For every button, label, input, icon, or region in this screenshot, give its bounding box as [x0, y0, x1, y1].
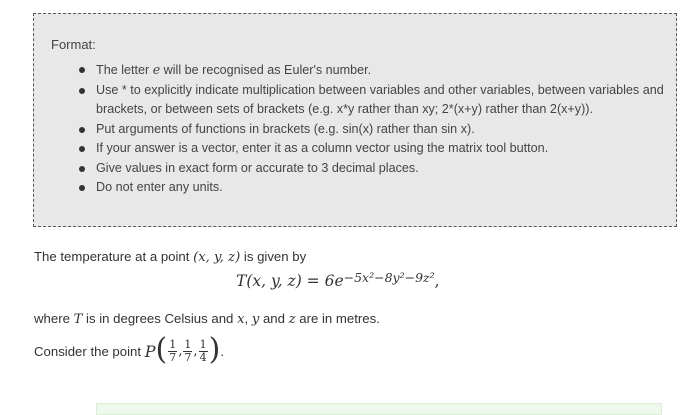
- comma: ,: [193, 344, 198, 359]
- var-T: T: [73, 312, 83, 327]
- format-item-text: The letter: [96, 63, 153, 77]
- equation-comma: ,: [434, 272, 440, 290]
- format-item-text: will be recognised as Euler's number.: [160, 63, 372, 77]
- frac-num: 1: [199, 338, 207, 351]
- consider-text: Consider the point: [34, 344, 145, 359]
- var-y: y: [251, 312, 260, 327]
- where-text: is in degrees Celsius and: [82, 311, 238, 326]
- format-title: Format:: [51, 37, 96, 52]
- coord-x-fraction: [168, 339, 177, 364]
- consider-period: .: [220, 344, 224, 359]
- temperature-equation: [236, 272, 440, 290]
- equation-exponent: −5x²−8y²−9z²: [343, 270, 435, 285]
- format-item-units: Do not enter any units.: [96, 178, 666, 198]
- comma: ,: [178, 344, 183, 359]
- answer-feedback-panel: [96, 403, 662, 415]
- format-item-exact-form: Give values in exact form or accurate to 3 decimal places.: [96, 159, 666, 179]
- right-paren: ): [208, 332, 221, 367]
- intro-text: The temperature at a point: [34, 249, 194, 264]
- equation-lhs: T(x, y, z) = 6e: [236, 272, 344, 290]
- coord-y-fraction: [183, 339, 192, 364]
- point-P: P: [144, 342, 156, 361]
- consider-line: [34, 334, 224, 369]
- where-text: and: [259, 311, 289, 326]
- var-z: z: [288, 312, 296, 327]
- frac-den: 4: [199, 351, 207, 364]
- intro-text: is given by: [240, 249, 307, 264]
- format-instructions-box: [33, 13, 677, 227]
- where-text: where: [34, 311, 74, 326]
- where-line: [34, 311, 380, 327]
- var-x: x: [237, 312, 245, 327]
- problem-intro: [34, 249, 306, 265]
- format-item-brackets: Put arguments of functions in brackets (e.g. sin(x) rather than sin x).: [96, 120, 666, 140]
- format-item-euler: [96, 60, 666, 81]
- coord-z-fraction: [199, 339, 208, 364]
- point-xyz: (x, y, z): [193, 250, 241, 265]
- frac-num: 1: [184, 338, 192, 351]
- euler-letter: e: [152, 62, 161, 77]
- frac-den: 7: [184, 351, 192, 364]
- left-paren: (: [155, 332, 168, 367]
- frac-num: 1: [169, 338, 177, 351]
- where-text: are in metres.: [295, 311, 380, 326]
- frac-den: 7: [169, 351, 177, 364]
- format-item-multiplication: Use * to explicitly indicate multiplication between variables and other variables, between variables and brackets, or between sets of brackets (e.g. x*y rather than xy; 2*(x+y) rather than 2(x+y)).: [96, 81, 666, 120]
- format-item-vector: If your answer is a vector, enter it as a column vector using the matrix tool button.: [96, 139, 666, 159]
- where-text: ,: [244, 311, 252, 326]
- format-list: [96, 60, 666, 198]
